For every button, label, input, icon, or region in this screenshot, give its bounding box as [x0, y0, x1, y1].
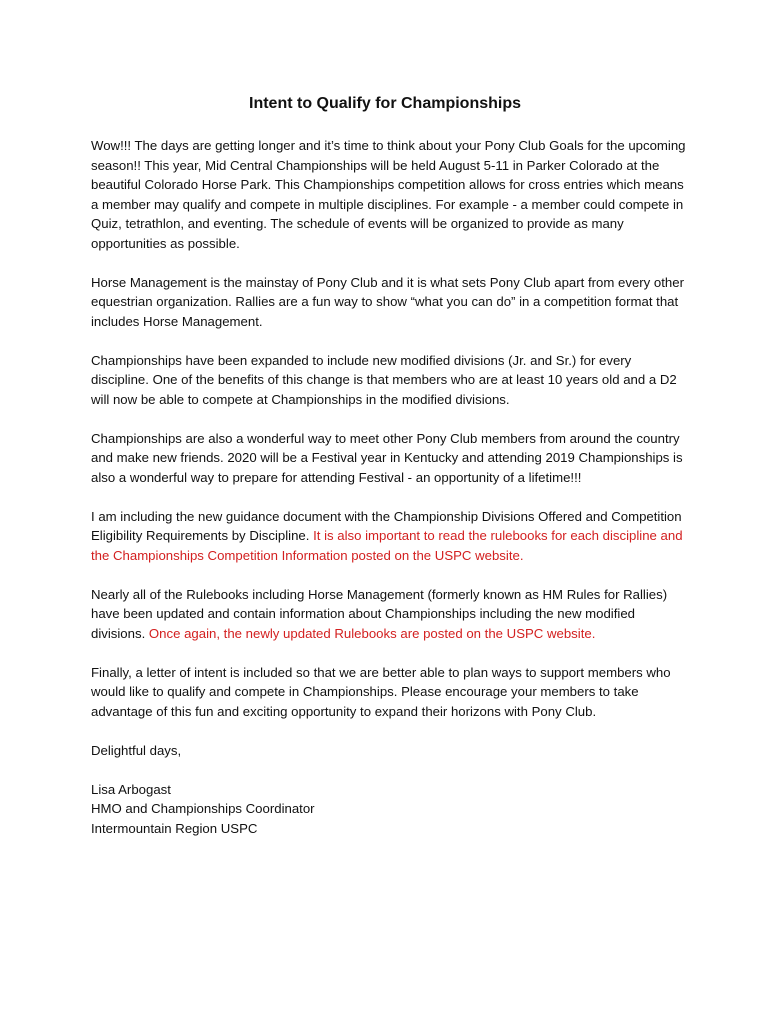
document-title: Intent to Qualify for Championships [249, 95, 521, 112]
salutation: Delightful days, [91, 742, 182, 758]
paragraph-modified-divisions: Championships have been expanded to include new modified divisions (Jr. and Sr.) for every discipline. One of the benefits of this change is that members who are at least 10 years old and a D2 will now be able to compete at Championships in the modified divisions. [91, 352, 677, 407]
rulebooks-text: Nearly all of the Rulebooks including Horse Management (formerly known as HM Rules for Rallies) have been updated and contain information about Championships including the new modified divisions. [91, 586, 668, 641]
paragraph-horse-management: Horse Management is the mainstay of Pony Club and it is what sets Pony Club apart from every other equestrian organization. Rallies are a fun way to show “what you can do” in a competition format that includes Horse Management. [91, 274, 684, 329]
signature-block [91, 780, 691, 839]
paragraph-festival: Championships are also a wonderful way to meet other Pony Club members from around the country and make new friends. 2020 will be a Festival year in Kentucky and attending 2019 Championships is also a wonderful way to prepare for attending Festival - an opportunity of a lifetime!!! [91, 430, 683, 485]
guidance-text: I am including the new guidance document with the Championship Divisions Offered and Competition Eligibility Requirements by Discipline. [91, 508, 682, 543]
rulebooks-highlight-text: Once again, the newly updated Rulebooks are posted on the USPC website. [148, 625, 596, 641]
signature-name: Lisa Arbogast [91, 781, 171, 797]
document-body [91, 136, 691, 858]
paragraph-closing: Finally, a letter of intent is included so that we are better able to plan ways to support members who would like to qualify and compete in Championships. Please encourage your members to take advantage of this fun and exciting opportunity to expand their horizons with Pony Club. [91, 664, 671, 719]
signature-organization: Intermountain Region USPC [91, 820, 258, 836]
guidance-highlight-text: It is also important to read the rulebooks for each discipline and the Championships Competition Information posted on the USPC website. [91, 528, 683, 563]
paragraph-rulebooks [91, 585, 691, 644]
paragraph-guidance [91, 507, 691, 566]
signature-role: HMO and Championships Coordinator [91, 801, 315, 816]
paragraph-intro: Wow!!! The days are getting longer and it’s time to think about your Pony Club Goals for the upcoming season!! This year, Mid Central Championships will be held August 5-11 in Parker Colorado at the beautiful Colorado Horse Park. This Championships competition allows for cross entries which means a member may qualify and compete in multiple disciplines. For example - a member could compete in Quiz, tetrathlon, and eventing. The schedule of events will be organized to provide as many opportunities as possible. [91, 138, 686, 251]
